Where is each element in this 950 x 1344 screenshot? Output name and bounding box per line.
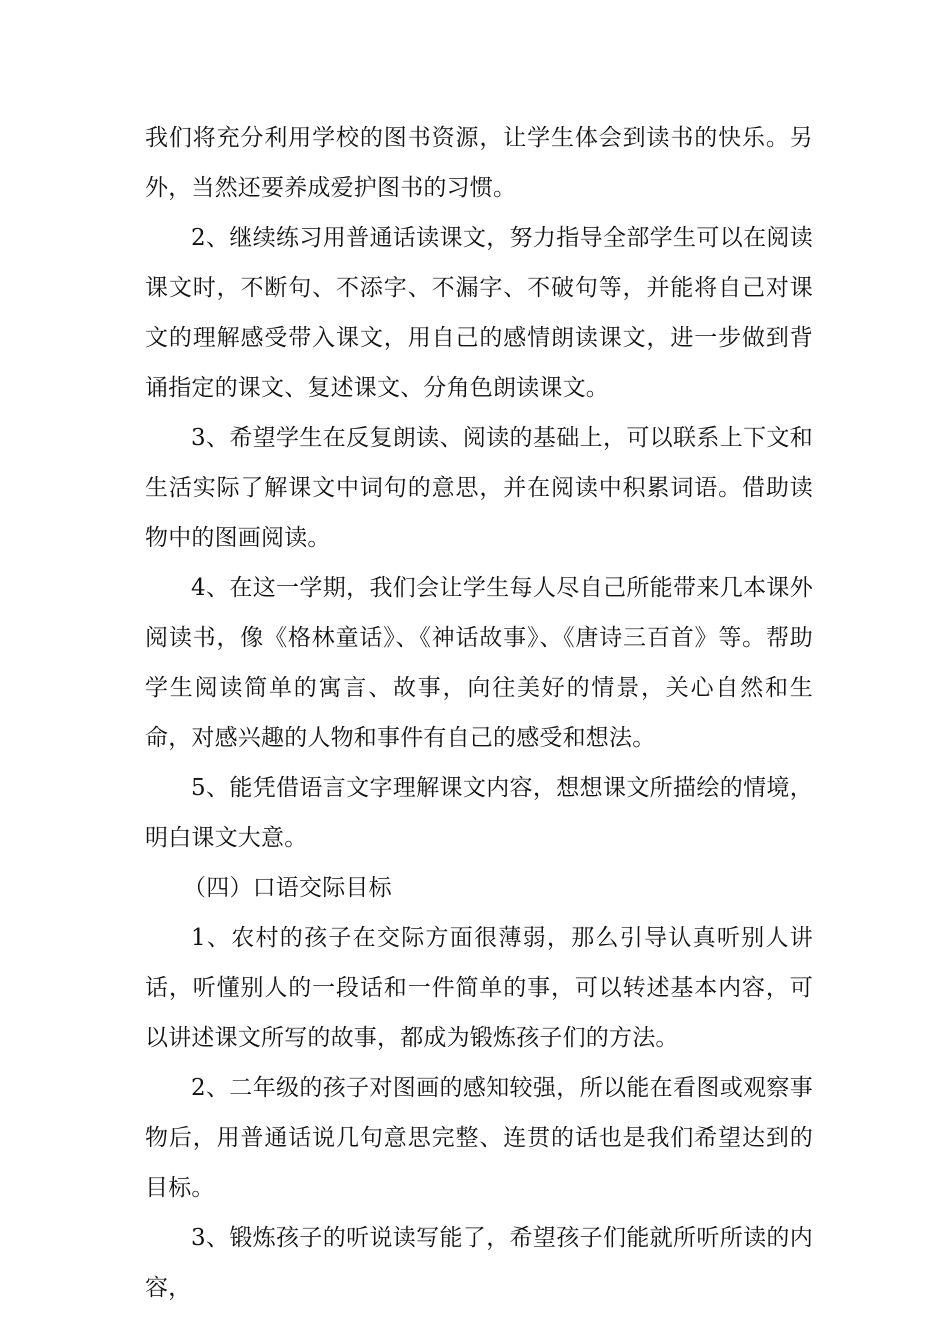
paragraph-3: 3、希望学生在反复朗读、阅读的基础上，可以联系上下文和生活实际了解课文中词句的意思，并在阅读中积累词语。借助读物中的图画阅读。 — [145, 425, 813, 551]
paragraph-4: 4、在这一学期，我们会让学生每人尽自己所能带来几本课外阅读书，像《格林童话》、《神话故事》、《唐诗三百首》等。帮助学生阅读简单的寓言、故事，向往美好的情景，关心自然和生命，对感兴趣的人物和事件有自己的感受和想法。 — [145, 575, 813, 751]
paragraph-8: 2、二年级的孩子对图画的感知较强，所以能在看图或观察事物后，用普通话说几句意思完整、连贯的话也是我们希望达到的目标。 — [145, 1075, 813, 1201]
paragraph-5: 5、能凭借语言文字理解课文内容，想想课文所描绘的情境，明白课文大意。 — [145, 775, 813, 851]
document-body — [145, 113, 813, 1313]
section-heading-oral-communication: （四）口语交际目标 — [183, 875, 392, 901]
paragraph-1: 我们将充分利用学校的图书资源，让学生体会到读书的快乐。另外，当然还要养成爱护图书的习惯。 — [145, 125, 813, 201]
paragraph-7: 1、农村的孩子在交际方面很薄弱，那么引导认真听别人讲话，听懂别人的一段话和一件简单的事，可以转述基本内容，可以讲述课文所写的故事，都成为锻炼孩子们的方法。 — [145, 925, 813, 1051]
paragraph-2: 2、继续练习用普通话读课文，努力指导全部学生可以在阅读课文时，不断句、不添字、不漏字、不破句等，并能将自己对课文的理解感受带入课文，用自己的感情朗读课文，进一步做到背诵指定的课文、复述课文、分角色朗读课文。 — [145, 225, 813, 401]
paragraph-9: 3、锻炼孩子的听说读写能了，希望孩子们能就所听所读的内容， — [145, 1225, 813, 1301]
